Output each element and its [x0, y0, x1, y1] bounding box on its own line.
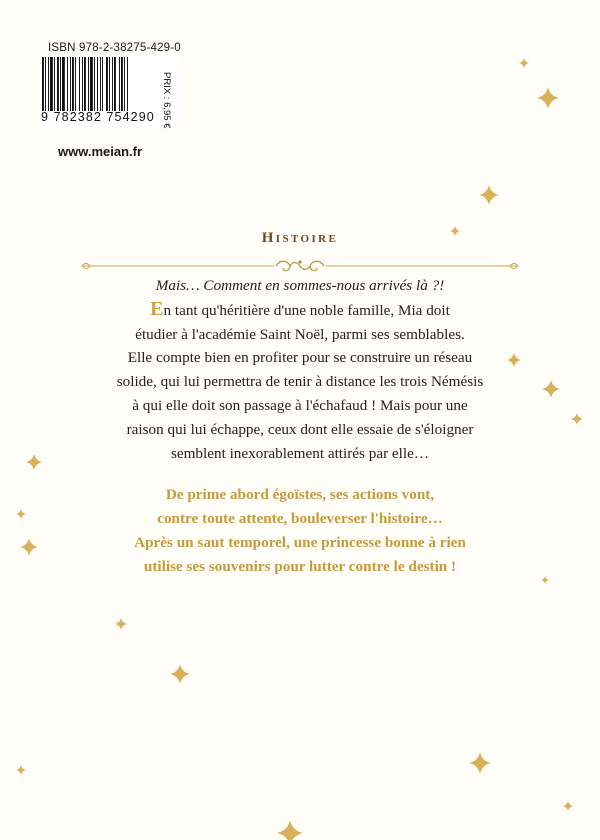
summary-line: à qui elle doit son passage à l'échafaud ! Mais pour une — [132, 396, 468, 414]
tagline-line: Après un saut temporel, une princesse bonne à rien — [134, 534, 466, 551]
sparkle-icon — [16, 509, 26, 519]
summary-line: étudier à l'académie Saint Noël, parmi ses semblables. — [135, 325, 465, 343]
tagline-line: De prime abord égoïstes, ses actions vont, — [165, 486, 435, 503]
sparkle-icon — [20, 538, 38, 556]
sparkle-icon — [170, 664, 190, 684]
sparkle-icon — [541, 576, 549, 584]
summary-intro: Mais… Comment en sommes-nous arrivés là ?! — [155, 277, 445, 294]
sparkle-icon — [507, 353, 521, 367]
sparkle-icon — [542, 380, 560, 398]
summary-line-text: n tant qu'héritière d'une noble famille, Mia doit — [163, 301, 450, 319]
sparkle-icon — [26, 454, 42, 470]
tagline-line: contre toute attente, bouleverser l'histoire… — [157, 510, 443, 527]
barcode-digits: 9 782382 754290 — [41, 110, 155, 124]
summary-line: raison qui lui échappe, ceux dont elle essaie de s'éloigner — [126, 420, 474, 438]
tagline-line: utilise ses souvenirs pour lutter contre le destin ! — [143, 558, 457, 575]
sparkle-icon — [479, 185, 499, 205]
sparkle-icon — [469, 752, 491, 774]
sparkle-icon — [519, 58, 529, 68]
price-label: PRIX : 6,95 € — [161, 72, 172, 129]
sparkle-icon — [563, 801, 573, 811]
summary-line: Elle compte bien en profiter pour se construire un réseau — [127, 349, 473, 367]
sparkle-icon — [537, 87, 559, 109]
sparkle-icon — [450, 226, 460, 236]
sparkle-icon — [16, 765, 26, 775]
section-heading: Histoire — [261, 230, 339, 246]
summary-line: semblent inexorablement attirés par elle… — [170, 444, 430, 462]
sparkle-icon — [571, 413, 583, 425]
drop-cap: E — [150, 297, 164, 320]
publisher-website: www.meian.fr — [58, 144, 143, 159]
summary-line: solide, qui lui permettra de tenir à distance les trois Némésis — [116, 373, 484, 391]
isbn-text: ISBN 978-2-38275-429-0 — [48, 42, 181, 54]
sparkle-icon — [277, 820, 303, 840]
sparkle-icon — [115, 618, 127, 630]
